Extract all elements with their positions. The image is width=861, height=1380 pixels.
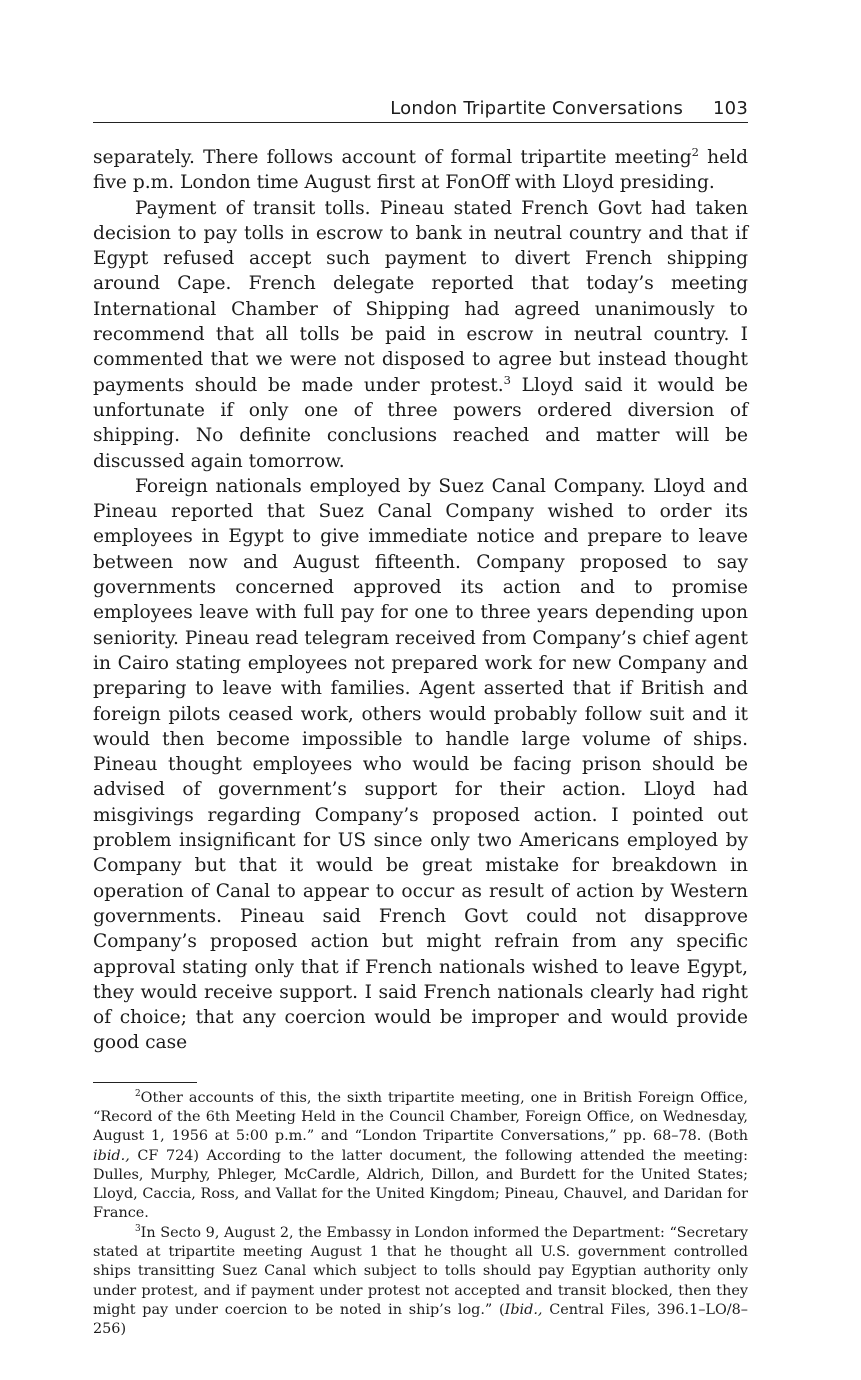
paragraph-3: Foreign nationals employed by Suez Canal Company. Lloyd and Pineau reported that Suez Canal Company wished to order its employees in Egypt to give immediate notice and prepare to leave between now and August fifteenth. Company proposed to say governments concerned approved its action and to promise employees leave with full pay for one to three years depending upon seniority. Pineau read telegram received from Company’s chief agent in Cairo stating employees not prepared work for new Company and preparing to leave with families. Agent asserted that if British and foreign pilots ceased work, others would probably follow suit and it would then become impossible to handle large volume of ships. Pineau thought employees who would be facing prison should be advised of government’s support for their action. Lloyd had misgivings regarding Company’s proposed action. I pointed out problem insignificant for US since only two Americans employed by Company but that it would be great mistake for breakdown in operation of Canal to appear to occur as result of action by Western governments. Pineau said French Govt could not disapprove Company’s proposed action but might refrain from any specific approval stating only that if French nationals wished to leave Egypt, they would receive support. I said French nationals clearly had right of choice; that any coercion would be improper and would provide good case [93,475,748,1054]
paragraph-1-text-a: separately. There follows account of formal tripartite meeting [93,147,692,168]
footnote-3-ibid: Ibid., [504,1301,543,1318]
footnote-2-text-a: Other accounts of this, the sixth tripartite meeting, one in British Foreign Office, “Record of the 6th Meeting Held in the Council Chamber, Foreign Office, on Wednesday, August 1, 1956 at 5:00 p.m.” and “London Tripartite Conversations,” pp. 68–78. (Both [93,1089,748,1145]
footnote-2-ibid: ibid., [93,1147,130,1164]
running-head [93,98,748,123]
footnote-ref-2: 2 [691,144,699,159]
footnote-2-text-b: CF 724) According to the latter document, the following attended the meeting: Dulles, Murphy, Phleger, McCardle, Aldrich, Dillon, and Burdett for the United States; Lloyd, Caccia, Ross, and Vallat for the United Kingdom; Pineau, Chauvel, and Daridan for France. [93,1147,748,1222]
paragraph-2-text-b: Lloyd said it would be unfortunate if only one of three powers ordered diversion of shipping. No definite conclusions reached and matter will be discussed again tomorrow. [93,374,748,472]
footnote-3-text-b: Central Files, 396.1–LO/8–256) [93,1301,748,1338]
footnote-2-number: 2 [135,1088,141,1099]
footnote-2 [93,1089,748,1224]
footnote-divider [93,1082,197,1083]
body-text [93,145,748,1056]
footnotes [93,1089,748,1340]
running-head-title: London Tripartite Conversations [390,98,684,119]
footnote-3 [93,1224,748,1340]
footnote-3-text-a: In Secto 9, August 2, the Embassy in London informed the Department: “Secretary stated at tripartite meeting August 1 that he thought all U.S. government controlled ships transitting Suez Canal which subject to tolls should pay Egyptian authority only under protest, and if payment under protest not accepted and transit blocked, then they might pay under coercion to be noted in ship’s log.” ( [93,1224,748,1318]
footnote-ref-3: 3 [503,372,511,387]
paragraph-2-text-a: Payment of transit tolls. Pineau stated French Govt had taken decision to pay tolls in escrow to bank in neutral country and that if Egypt refused accept such payment to divert French shipping around Cape. French delegate reported that today’s meeting International Chamber of Shipping had agreed unanimously to recommend that all tolls be paid in escrow in neutral country. I commented that we were not disposed to agree but instead thought payments should be made under protest. [93,197,748,396]
paragraph-2 [93,196,748,474]
document-page [93,98,748,1340]
page-number: 103 [713,98,748,119]
paragraph-1-text-b: held five p.m. London time August first at FonOff with Lloyd presiding. [93,147,748,194]
footnote-3-number: 3 [135,1223,141,1234]
paragraph-1 [93,145,748,196]
